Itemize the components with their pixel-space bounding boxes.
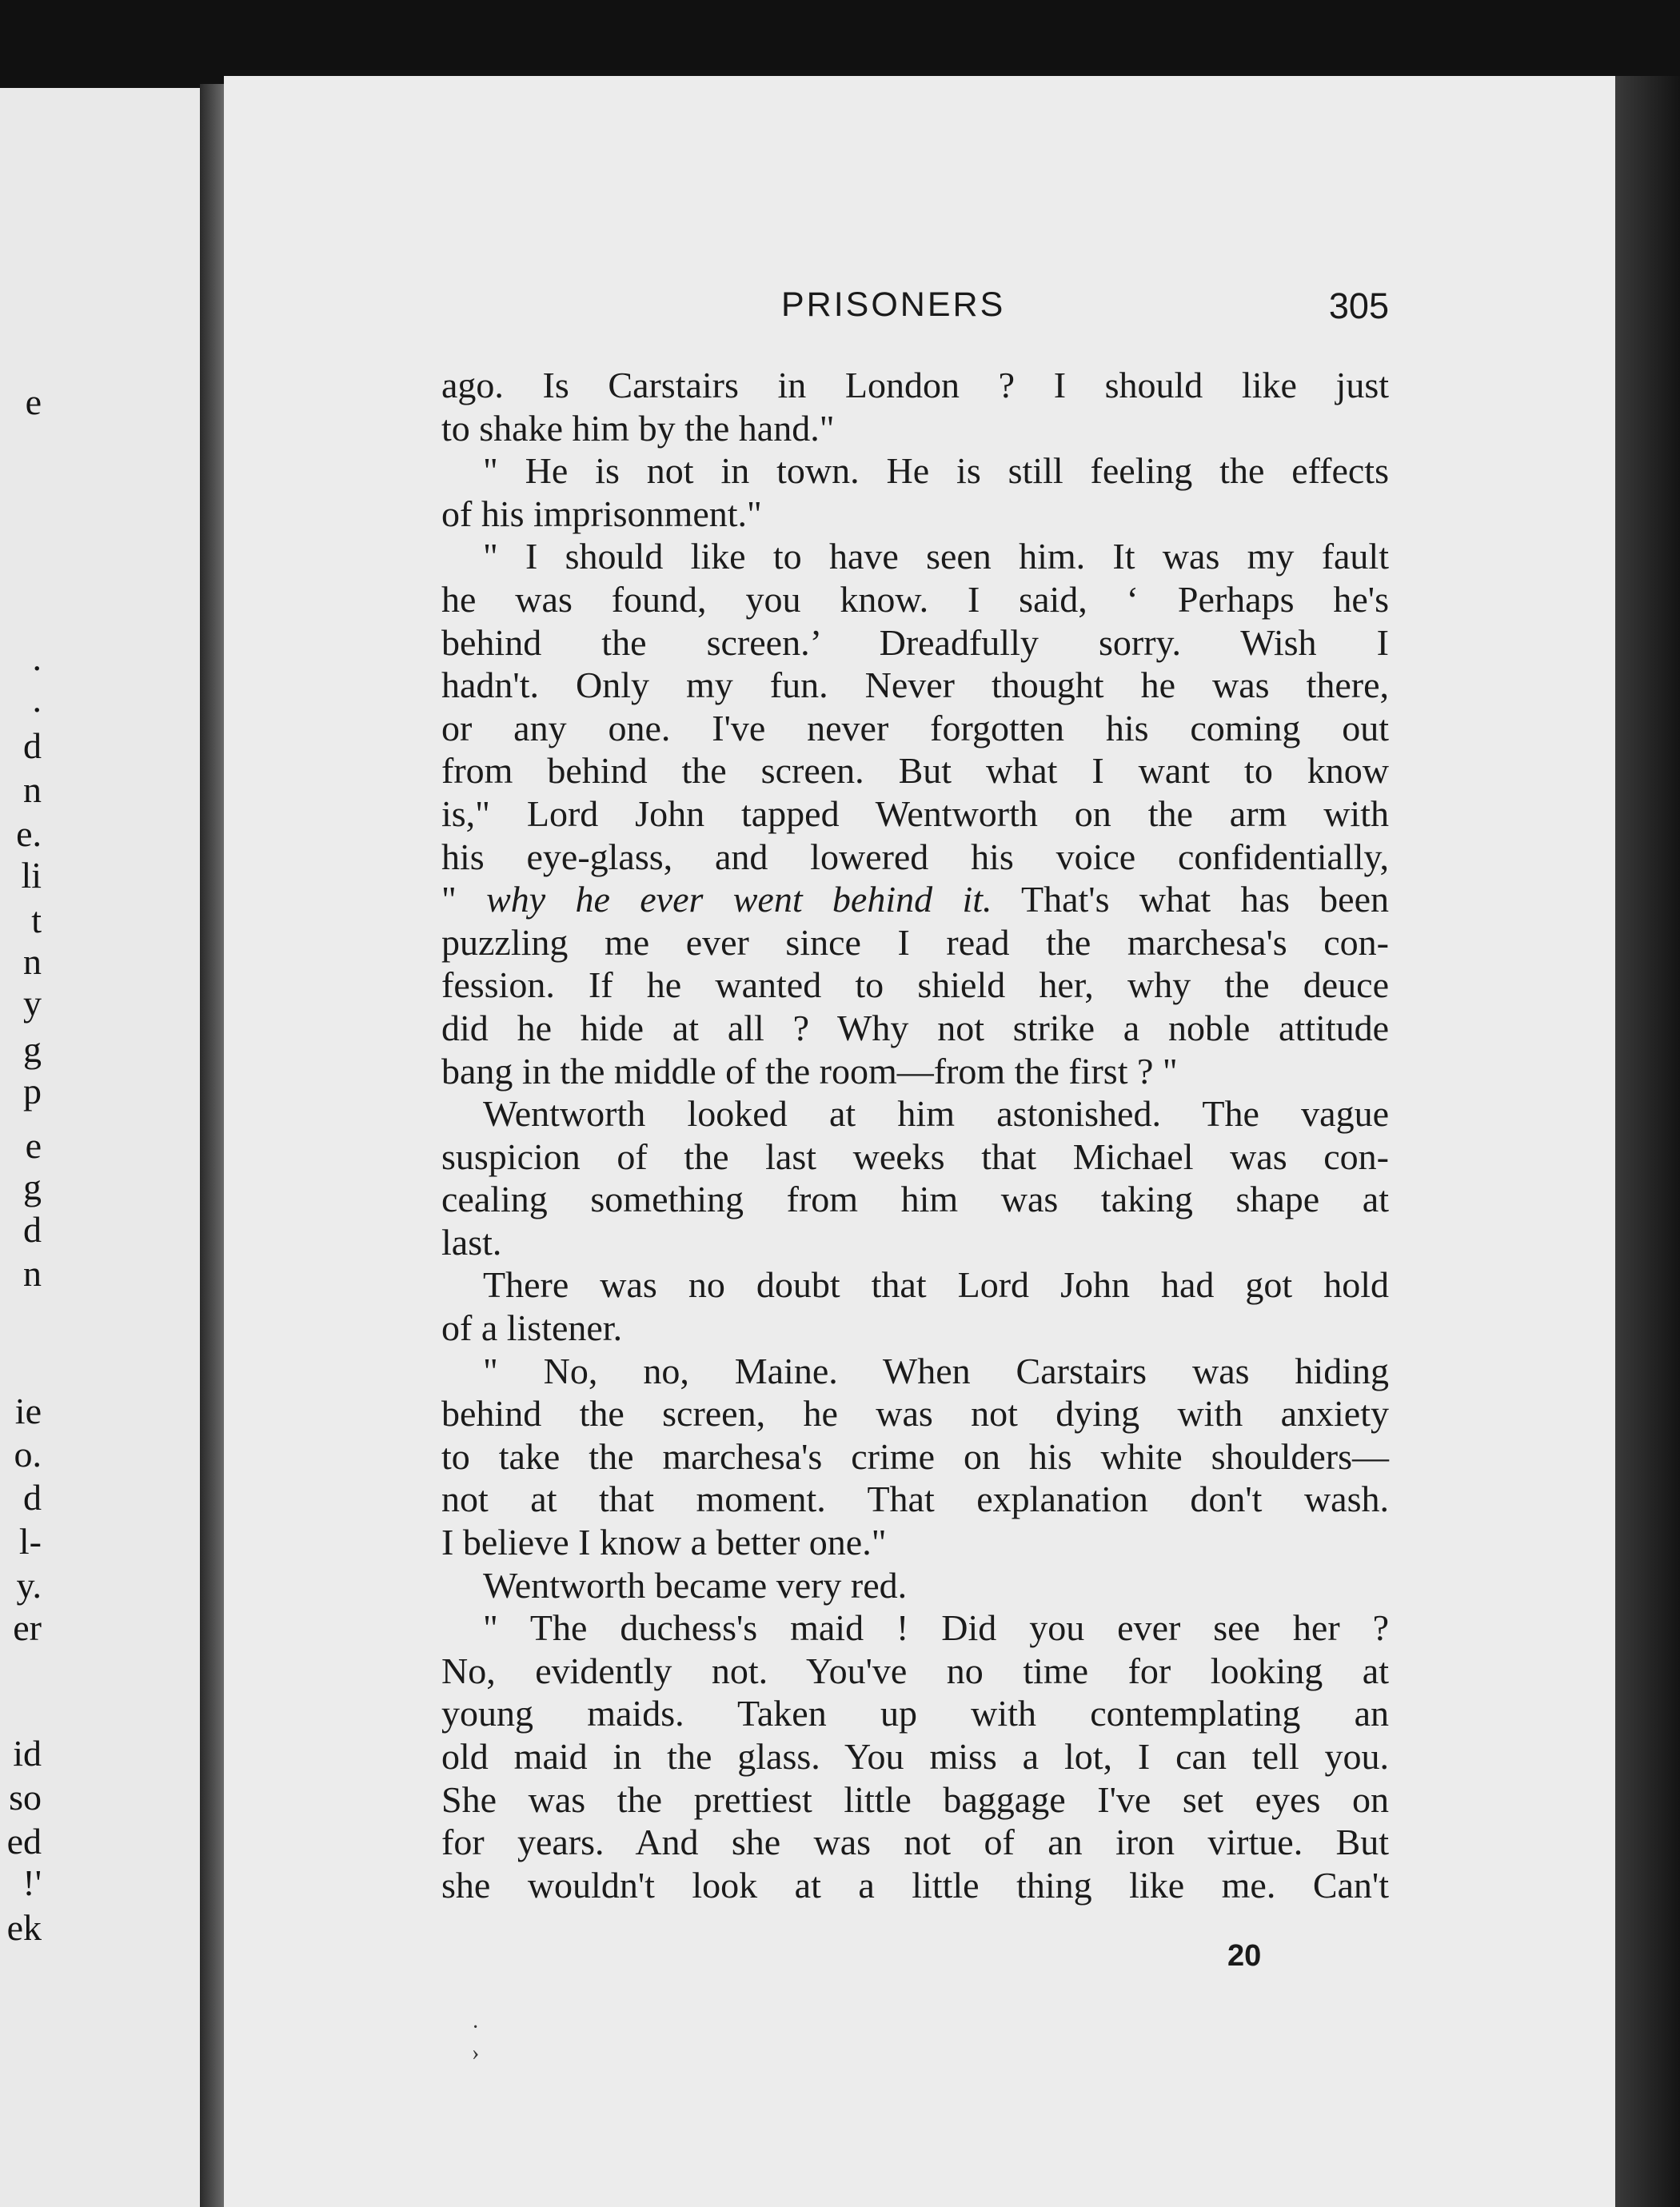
- margin-fragment: d: [23, 725, 42, 766]
- margin-fragment: .: [32, 637, 42, 678]
- margin-fragment: n: [23, 941, 42, 982]
- body-text: [441, 364, 1389, 1906]
- text-line: [441, 1178, 1389, 1221]
- text-line: [441, 749, 1389, 792]
- margin-fragment: ie: [14, 1391, 42, 1431]
- text-line: [441, 1692, 1389, 1735]
- text-line-content: he was found, you know. I said, ‘ Perhaps he's: [441, 578, 1389, 620]
- text-line-content: for years. And she was not of an iron virtue. But: [441, 1822, 1389, 1863]
- text-line-content: " He is not in town. He is still feeling the effects: [483, 450, 1389, 492]
- text-line-content: She was the prettiest little baggage I've set eyes on: [441, 1778, 1389, 1820]
- text-line-content: behind the screen, he was not dying with anxiety: [441, 1393, 1389, 1435]
- margin-fragment: n: [23, 1253, 42, 1294]
- text-line: [441, 836, 1389, 879]
- text-line: [441, 664, 1389, 707]
- text-line-content: his eye-glass, and lowered his voice confidentially,: [441, 836, 1389, 877]
- text-line-content: to take the marchesa's crime on his white shoulders—: [441, 1435, 1389, 1477]
- margin-fragment: e: [25, 1125, 42, 1166]
- margin-fragment: y.: [16, 1565, 42, 1606]
- text-line: [441, 1435, 1389, 1479]
- signature-mark: 20: [1227, 1939, 1262, 1973]
- scan-speck: · ›: [472, 2015, 480, 2065]
- text-line: [441, 493, 1389, 536]
- text-line-content: cealing something from him was taking shape at: [441, 1179, 1389, 1220]
- text-line: [441, 792, 1389, 836]
- text-line-content: young maids. Taken up with contemplating an: [441, 1693, 1389, 1734]
- text-line: [441, 964, 1389, 1007]
- margin-fragment: so: [9, 1777, 42, 1818]
- text-line: [441, 1564, 1389, 1607]
- text-line: [441, 878, 1389, 921]
- margin-fragment: er: [13, 1607, 42, 1648]
- text-line: [441, 1478, 1389, 1521]
- text-line-continuation: That's what has been: [992, 879, 1389, 920]
- text-line-content: ago. Is Carstairs in London ? I should like just: [441, 365, 1389, 405]
- text-line-content: old maid in the glass. You miss a lot, I can tell you.: [441, 1736, 1389, 1777]
- text-line-content: hadn't. Only my fun. Never thought he was there,: [441, 664, 1389, 706]
- text-line-content: last.: [441, 1221, 502, 1263]
- text-line: [441, 1521, 1389, 1564]
- text-line: [441, 1050, 1389, 1093]
- text-line: [441, 921, 1389, 964]
- text-line-content: fession. If he wanted to shield her, why the deuce: [441, 964, 1389, 1006]
- text-line: [441, 1307, 1389, 1350]
- text-line-content: from behind the screen. But what I want to know: [441, 750, 1389, 792]
- text-line-content: of a listener.: [441, 1307, 623, 1349]
- text-line: [441, 578, 1389, 621]
- margin-fragment: d: [23, 1477, 42, 1518]
- text-line-content: " The duchess's maid ! Did you ever see her ?: [483, 1607, 1389, 1649]
- text-line-content: not at that moment. That explanation don't wash.: [441, 1479, 1389, 1520]
- margin-fragment: t: [31, 900, 42, 940]
- margin-fragment: y: [23, 983, 42, 1024]
- text-line: [441, 449, 1389, 493]
- text-line: [441, 1821, 1389, 1864]
- margin-fragment: d: [23, 1209, 42, 1250]
- text-line-content: bang in the middle of the room—from the first ? ": [441, 1050, 1178, 1092]
- text-line-content: Wentworth looked at him astonished. The vague: [483, 1093, 1389, 1135]
- margin-fragment: .: [32, 679, 42, 720]
- text-line: [441, 1092, 1389, 1135]
- text-line-content: " No, no, Maine. When Carstairs was hiding: [483, 1350, 1389, 1391]
- margin-fragment: id: [13, 1733, 42, 1774]
- text-line-content: or any one. I've never forgotten his coming out: [441, 707, 1389, 748]
- text-line: [441, 364, 1389, 407]
- text-line-content: behind the screen.’ Dreadfully sorry. Wish I: [441, 621, 1389, 663]
- text-line: [441, 1221, 1389, 1264]
- text-line-content: Wentworth became very red.: [483, 1564, 908, 1606]
- text-line: [441, 535, 1389, 578]
- text-line-content: There was no doubt that Lord John had got hold: [483, 1264, 1389, 1306]
- italic-phrase: why he ever went behind it.: [486, 879, 992, 920]
- text-line-content: she wouldn't look at a little thing like me. Can't: [441, 1864, 1389, 1906]
- text-line: [441, 1007, 1389, 1050]
- book-gutter: [200, 84, 224, 2207]
- text-line-content: of his imprisonment.": [441, 493, 762, 534]
- text-line: [441, 707, 1389, 750]
- margin-fragment: ed: [6, 1821, 42, 1862]
- facing-page-edge: [0, 88, 200, 2207]
- margin-fragment: g: [23, 1029, 42, 1070]
- margin-fragment: ek: [6, 1907, 42, 1948]
- margin-fragment: g: [23, 1167, 42, 1207]
- margin-fragment: !': [22, 1862, 42, 1903]
- text-line-content: suspicion of the last weeks that Michael was con-: [441, 1135, 1389, 1177]
- text-line: [441, 1350, 1389, 1393]
- page-number: 305: [1328, 285, 1389, 326]
- margin-fragment: o.: [14, 1434, 42, 1475]
- text-line-content: I believe I know a better one.": [441, 1522, 887, 1563]
- text-line-content: did he hide at all ? Why not strike a noble attitude: [441, 1007, 1389, 1048]
- text-line: [441, 1650, 1389, 1693]
- page-header: [441, 285, 1389, 333]
- text-line-content: No, evidently not. You've no time for looking at: [441, 1650, 1389, 1691]
- text-line: [441, 1735, 1389, 1778]
- text-line-content: ": [441, 879, 487, 920]
- text-line-content: is," Lord John tapped Wentworth on the arm with: [441, 792, 1389, 834]
- text-line-content: puzzling me ever since I read the marchesa's con-: [441, 921, 1389, 963]
- text-line: [441, 1778, 1389, 1822]
- text-line-content: " I should like to have seen him. It was my fault: [483, 536, 1389, 577]
- margin-fragment: n: [23, 769, 42, 810]
- margin-fragment: e.: [16, 813, 42, 854]
- page-edge-shadow: [1615, 76, 1680, 2207]
- margin-fragment: l-: [18, 1521, 42, 1562]
- text-line-content: to shake him by the hand.": [441, 407, 835, 449]
- margin-fragment: p: [23, 1071, 42, 1111]
- text-line: [441, 1606, 1389, 1650]
- text-line: [441, 1263, 1389, 1307]
- text-line: [441, 1135, 1389, 1179]
- margin-fragment: li: [21, 855, 42, 896]
- running-head: PRISONERS: [781, 285, 1006, 324]
- text-line: [441, 621, 1389, 664]
- margin-fragment: e: [25, 381, 42, 422]
- text-line: [441, 1864, 1389, 1907]
- text-line: [441, 1392, 1389, 1435]
- text-line: [441, 407, 1389, 450]
